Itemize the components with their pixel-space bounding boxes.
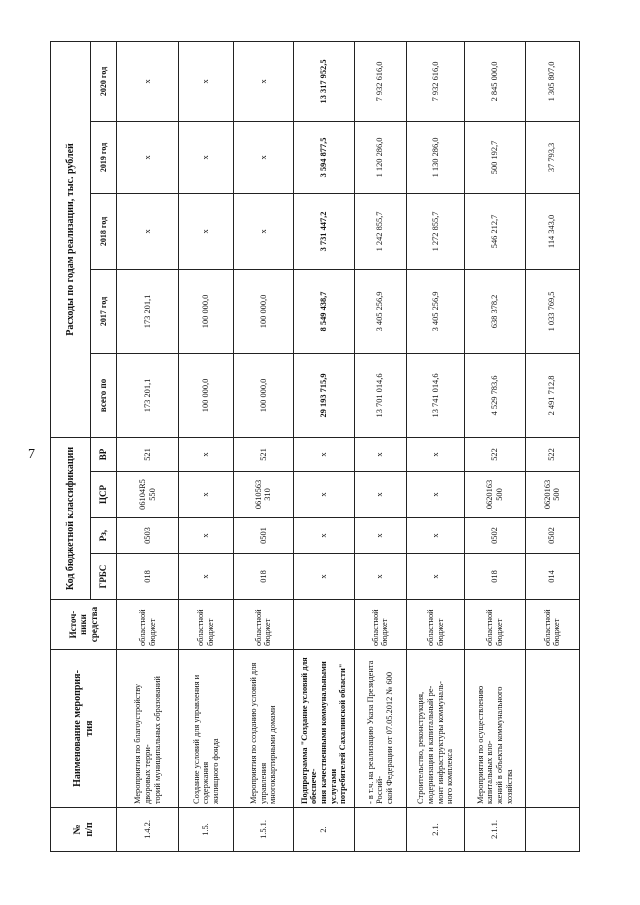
cell-num: 2.1. [406, 808, 464, 852]
cell-y2019: х [179, 121, 233, 193]
cell-y2020: 13 317 952,5 [294, 41, 354, 121]
header-2020: 2020 год [91, 41, 117, 121]
cell-name: Мероприятия по благоустройству дворовых терри- торий муниципальных образований [117, 650, 179, 808]
header-2017: 2017 год [91, 269, 117, 353]
cell-name [525, 650, 579, 808]
cell-y2017: 8 549 438,7 [294, 269, 354, 353]
cell-csr: х [294, 472, 354, 518]
cell-y2020: х [179, 41, 233, 121]
header-2018: 2018 год [91, 193, 117, 269]
header-total: всего по [91, 353, 117, 437]
table-row [406, 41, 464, 851]
budget-table [50, 41, 580, 852]
cell-y2017: 100 000,0 [179, 269, 233, 353]
cell-total: 173 201,1 [117, 353, 179, 437]
cell-grbs: 018 [465, 554, 525, 600]
cell-csr: 0620163 500 [465, 472, 525, 518]
cell-total: 100 000,0 [233, 353, 293, 437]
cell-rz: 0502 [465, 518, 525, 554]
cell-vr: х [354, 437, 406, 471]
cell-y2018: 546 212,7 [465, 193, 525, 269]
cell-y2017: 638 378,2 [465, 269, 525, 353]
cell-y2019: 1 130 286,0 [406, 121, 464, 193]
cell-grbs: х [294, 554, 354, 600]
cell-vr: 521 [117, 437, 179, 471]
cell-csr: х [179, 472, 233, 518]
cell-vr: 521 [233, 437, 293, 471]
cell-num: 2. [294, 808, 354, 852]
header-csr: ЦСР [91, 472, 117, 518]
cell-grbs: 014 [525, 554, 579, 600]
table-row [117, 41, 179, 851]
cell-num [354, 808, 406, 852]
cell-y2018: 1 242 855,7 [354, 193, 406, 269]
cell-csr: х [354, 472, 406, 518]
cell-rz: х [406, 518, 464, 554]
cell-csr: 06104R5 550 [117, 472, 179, 518]
cell-vr: х [406, 437, 464, 471]
table-row [294, 41, 354, 851]
header-source: Источ- ники средства [51, 600, 117, 650]
cell-rz: 0503 [117, 518, 179, 554]
cell-source: областной бюджет [354, 600, 406, 650]
cell-source: областной бюджет [525, 600, 579, 650]
cell-y2019: 3 594 877,5 [294, 121, 354, 193]
cell-rz: 0502 [525, 518, 579, 554]
cell-source [294, 600, 354, 650]
cell-y2020: 1 305 807,0 [525, 41, 579, 121]
cell-source: областной бюджет [406, 600, 464, 650]
cell-name: Строительство, реконструкция, модернизация и капитальный ре- монт инфраструктуры коммуналь- ного комплекса [406, 650, 464, 808]
header-2019: 2019 год [91, 121, 117, 193]
cell-y2020: 7 932 616,0 [354, 41, 406, 121]
cell-y2017: 173 201,1 [117, 269, 179, 353]
header-num: № п/п [51, 808, 117, 852]
cell-name: Подпрограмма "Создание условий для обеспече- ния качественными коммунальными услугами потребителей Сахалинской области" [294, 650, 354, 808]
cell-grbs: х [406, 554, 464, 600]
cell-name: Мероприятия по осуществлению капитальных вло- жений в объекты коммунального хозяйства [465, 650, 525, 808]
header-name: Наименование мероприя- тия [51, 650, 117, 808]
cell-num: 1.5.1. [233, 808, 293, 852]
cell-y2020: х [233, 41, 293, 121]
cell-y2018: 3 731 447,2 [294, 193, 354, 269]
header-rz: Рз, [91, 518, 117, 554]
cell-name: Создание условий для управления и содержания жилищного фонда [179, 650, 233, 808]
cell-y2018: 1 272 855,7 [406, 193, 464, 269]
cell-num: 1.5. [179, 808, 233, 852]
cell-num [525, 808, 579, 852]
table-body [117, 41, 580, 851]
cell-rz: 0501 [233, 518, 293, 554]
header-vr: ВР [91, 437, 117, 471]
cell-source: областной бюджет [179, 600, 233, 650]
cell-csr: х [406, 472, 464, 518]
cell-y2019: 500 192,7 [465, 121, 525, 193]
header-grbs: ГРБС [91, 554, 117, 600]
cell-rz: х [354, 518, 406, 554]
cell-y2018: 114 343,0 [525, 193, 579, 269]
cell-total: 2 491 712,8 [525, 353, 579, 437]
cell-source: областной бюджет [117, 600, 179, 650]
cell-y2019: 37 793,3 [525, 121, 579, 193]
cell-name: - в т.ч. на реализацию Указа Президента Россий- ской Федерации от 07.05.2012 № 600 [354, 650, 406, 808]
cell-y2019: х [233, 121, 293, 193]
rotated-table-container [50, 42, 580, 852]
cell-vr: х [294, 437, 354, 471]
cell-rz: х [179, 518, 233, 554]
cell-csr: 0620163 500 [525, 472, 579, 518]
cell-y2020: 7 932 616,0 [406, 41, 464, 121]
header-budget-code: Код бюджетной классификации [51, 437, 91, 599]
cell-y2017: 3 405 256,9 [354, 269, 406, 353]
cell-y2018: х [233, 193, 293, 269]
header-expenses: Расходы по годам реализации, тыс. рублей [51, 41, 91, 437]
cell-y2018: х [117, 193, 179, 269]
cell-y2020: 2 845 000,0 [465, 41, 525, 121]
cell-source: областной бюджет [465, 600, 525, 650]
cell-y2017: 100 000,0 [233, 269, 293, 353]
page-number: 7 [28, 447, 35, 462]
cell-total: 4 529 783,6 [465, 353, 525, 437]
cell-total: 13 741 014,6 [406, 353, 464, 437]
cell-source: областной бюджет [233, 600, 293, 650]
cell-name: Мероприятия по созданию условий для управления многоквартирными домами [233, 650, 293, 808]
cell-grbs: х [179, 554, 233, 600]
table-row [354, 41, 406, 851]
cell-vr: 522 [525, 437, 579, 471]
cell-y2020: х [117, 41, 179, 121]
cell-vr: 522 [465, 437, 525, 471]
cell-total: 13 701 014,6 [354, 353, 406, 437]
cell-grbs: х [354, 554, 406, 600]
cell-num: 1.4.2. [117, 808, 179, 852]
cell-grbs: 018 [233, 554, 293, 600]
cell-csr: 0610563 310 [233, 472, 293, 518]
table-row [233, 41, 293, 851]
cell-grbs: 018 [117, 554, 179, 600]
table-row [525, 41, 579, 851]
cell-vr: х [179, 437, 233, 471]
cell-y2017: 1 033 769,5 [525, 269, 579, 353]
cell-y2019: х [117, 121, 179, 193]
cell-y2017: 3 405 256,9 [406, 269, 464, 353]
cell-total: 29 193 715,9 [294, 353, 354, 437]
table-row [465, 41, 525, 851]
table-row [179, 41, 233, 851]
cell-rz: х [294, 518, 354, 554]
cell-num: 2.1.1. [465, 808, 525, 852]
cell-y2018: х [179, 193, 233, 269]
cell-y2019: 1 120 286,0 [354, 121, 406, 193]
cell-total: 100 000,0 [179, 353, 233, 437]
